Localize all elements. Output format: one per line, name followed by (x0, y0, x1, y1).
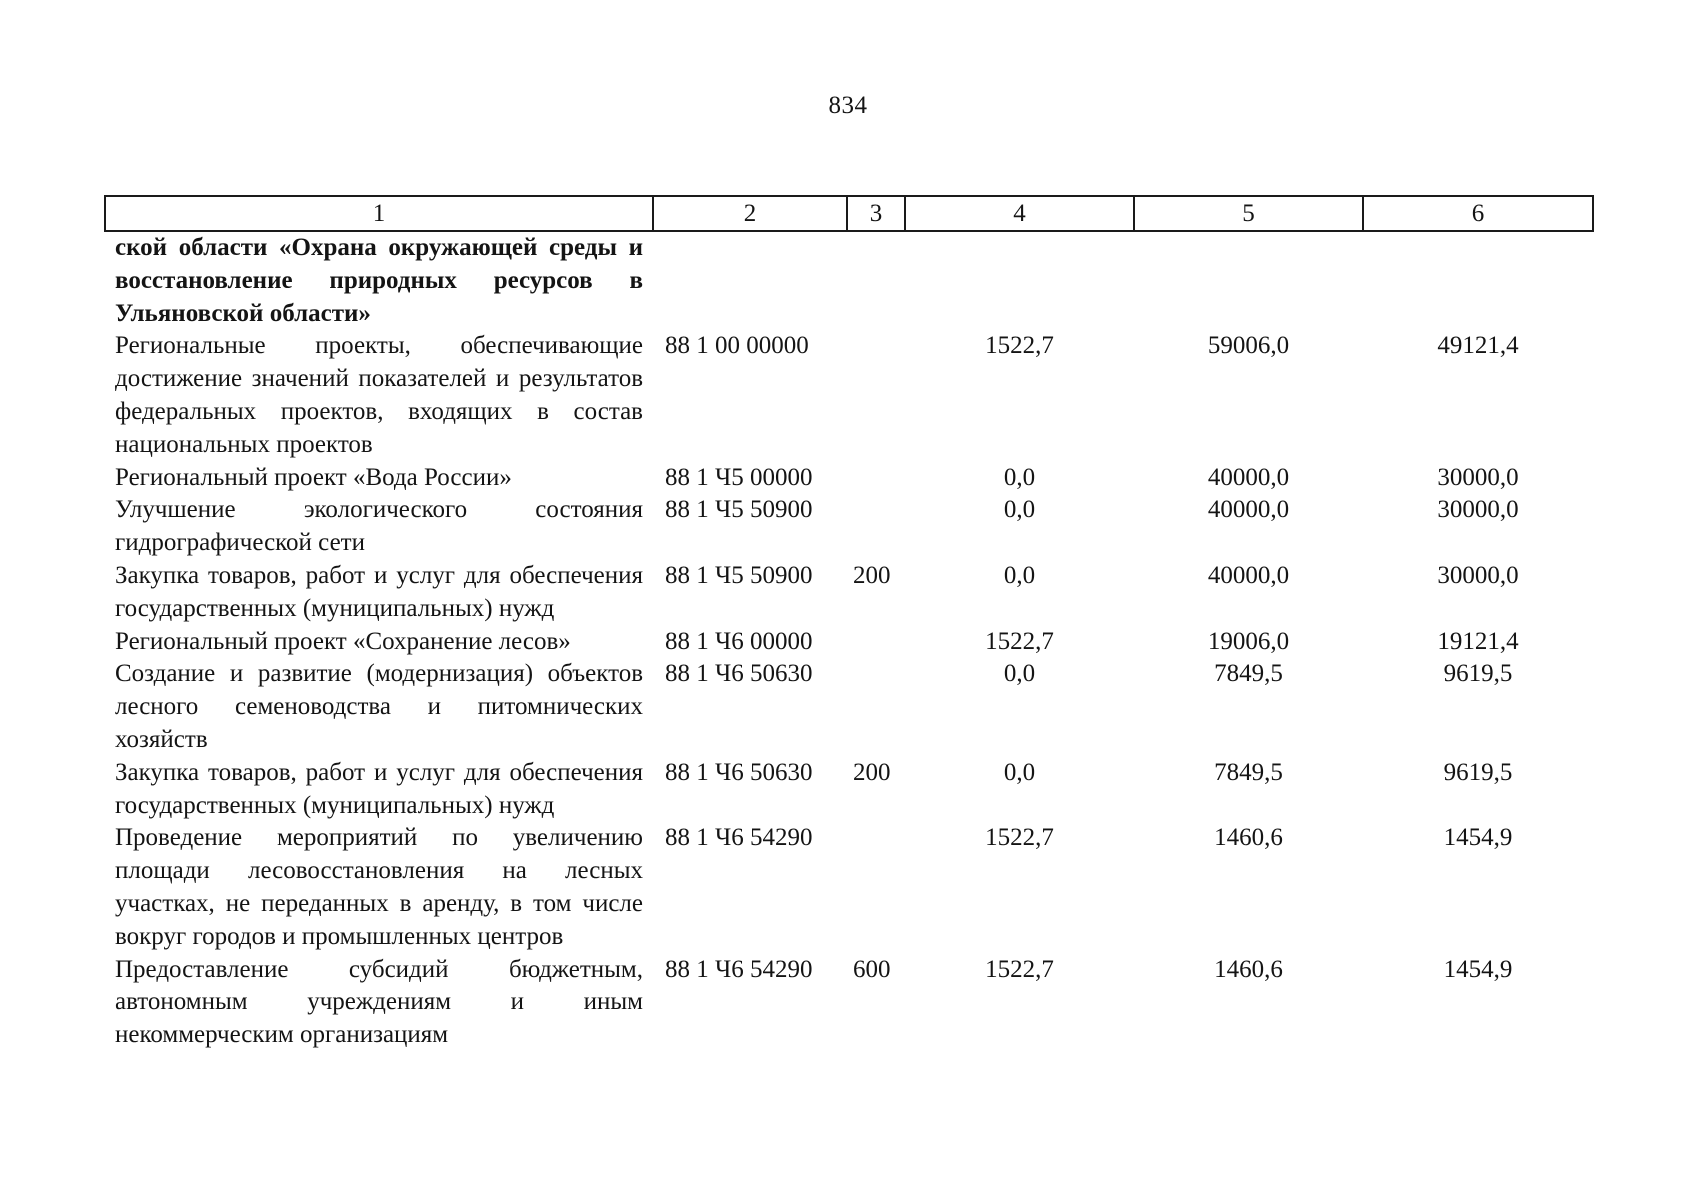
row-vr (847, 330, 905, 461)
row-value-4: 0,0 (1003, 660, 1036, 688)
table-row (105, 626, 1593, 659)
row-value-5: 40000,0 (1207, 496, 1290, 524)
header-col-1: 1 (105, 196, 653, 231)
row-value-5: 1460,6 (1214, 824, 1283, 852)
header-col-4: 4 (905, 196, 1134, 231)
header-col-2: 2 (653, 196, 847, 231)
row-value-6 (1363, 231, 1593, 330)
row-value-6: 30000,0 (1437, 561, 1519, 589)
header-col-3: 3 (847, 196, 905, 231)
header-row (105, 196, 1593, 231)
row-code: 88 1 Ч5 50900 (665, 561, 813, 589)
table-row (105, 330, 1593, 461)
table-row (105, 822, 1593, 953)
table-row (105, 757, 1593, 823)
row-value-6: 1454,9 (1443, 824, 1513, 852)
table-row (105, 658, 1593, 756)
row-vr: 200 (853, 561, 891, 589)
row-value-6: 19121,4 (1437, 627, 1519, 655)
row-value-4: 1522,7 (985, 824, 1054, 852)
header-col-6: 6 (1363, 196, 1593, 231)
row-value-5: 19006,0 (1207, 627, 1290, 655)
row-value-5: 7849,5 (1214, 660, 1283, 688)
row-value-6: 30000,0 (1437, 463, 1519, 491)
row-vr (847, 494, 905, 560)
row-vr (847, 462, 905, 495)
row-name: Улучшение экологического состояния гидрографической сети (115, 496, 643, 557)
table-row (105, 494, 1593, 560)
row-name: Закупка товаров, работ и услуг для обеспечения государственных (муниципальных) нужд (115, 561, 643, 622)
header-col-5: 5 (1134, 196, 1363, 231)
row-code (653, 231, 847, 330)
row-name: Создание и развитие (модернизация) объектов лесного семеноводства и питомнических хозяйств (115, 660, 643, 753)
row-value-5: 7849,5 (1214, 758, 1283, 786)
row-value-5: 40000,0 (1207, 561, 1290, 589)
row-vr (847, 822, 905, 953)
row-value-4: 0,0 (1003, 561, 1036, 589)
row-vr: 200 (853, 758, 891, 786)
row-code: 88 1 00 00000 (665, 332, 809, 360)
row-value-6: 49121,4 (1437, 332, 1519, 360)
table-row (105, 462, 1593, 495)
row-code: 88 1 Ч6 54290 (665, 824, 813, 852)
row-vr (847, 626, 905, 659)
row-value-5: 40000,0 (1207, 463, 1290, 491)
row-value-4 (905, 231, 1134, 330)
row-name: ской области «Охрана окружающей среды и восстановление природных ресурсов в Ульяновской области» (115, 234, 643, 327)
row-value-5 (1134, 231, 1363, 330)
row-name: Предоставление субсидий бюджетным, автономным учреждениям и иным некоммерческим организациям (115, 955, 643, 1049)
table-row (105, 560, 1593, 626)
row-name: Региональные проекты, обеспечивающие достижение значений показателей и результатов федеральных проектов, входящих в состав национальных проектов (115, 332, 643, 458)
page-number: 834 (828, 92, 868, 119)
row-name: Региональный проект «Сохранение лесов» (115, 627, 571, 655)
row-value-6: 30000,0 (1437, 496, 1519, 524)
row-value-4: 1522,7 (985, 332, 1054, 360)
row-code: 88 1 Ч6 50630 (665, 660, 813, 688)
row-value-4: 1522,7 (985, 627, 1054, 655)
row-code: 88 1 Ч5 50900 (665, 496, 813, 524)
row-value-6: 1454,9 (1443, 955, 1513, 983)
row-value-5: 59006,0 (1207, 332, 1290, 360)
row-value-4: 0,0 (1003, 463, 1036, 491)
row-vr: 600 (853, 955, 891, 983)
row-name: Закупка товаров, работ и услуг для обеспечения государственных (муниципальных) нужд (115, 758, 643, 819)
row-code: 88 1 Ч6 00000 (665, 627, 813, 655)
table-row (105, 231, 1593, 330)
table-row (105, 954, 1593, 1052)
row-name: Проведение мероприятий по увеличению площади лесовосстановления на лесных участках, не переданных в аренду, в том числе вокруг городов и промышленных центров (115, 824, 643, 950)
row-value-5: 1460,6 (1214, 955, 1283, 983)
row-vr (847, 658, 905, 756)
row-value-6: 9619,5 (1443, 660, 1513, 688)
row-value-4: 0,0 (1003, 758, 1036, 786)
row-value-6: 9619,5 (1443, 758, 1513, 786)
row-code: 88 1 Ч6 50630 (665, 758, 813, 786)
row-value-4: 1522,7 (985, 955, 1054, 983)
row-name: Региональный проект «Вода России» (115, 463, 512, 491)
budget-table (104, 195, 1594, 1052)
row-vr (847, 231, 905, 330)
row-code: 88 1 Ч6 54290 (665, 955, 813, 983)
row-code: 88 1 Ч5 00000 (665, 463, 813, 491)
row-value-4: 0,0 (1003, 496, 1036, 524)
